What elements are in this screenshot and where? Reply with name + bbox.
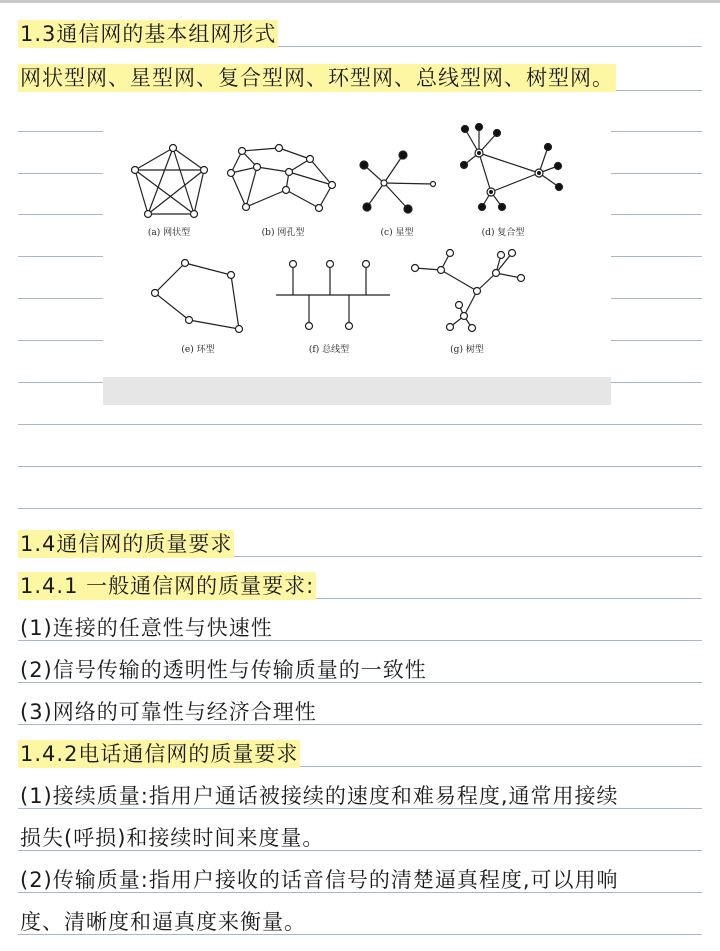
list-item-2 bbox=[18, 648, 702, 684]
topology-figure bbox=[103, 115, 611, 405]
caption-c: (c) 星型 bbox=[380, 228, 414, 238]
topology-list bbox=[18, 56, 702, 92]
caption-g: (g) 树型 bbox=[450, 345, 484, 355]
hybrid-topology bbox=[461, 124, 563, 211]
line-text: 损失(呼损)和接续时间来度量。 bbox=[20, 826, 325, 850]
ring-topology bbox=[152, 260, 243, 333]
line-text: (1)接续质量:指用户通话被接续的速度和难易程度,通常用接续 bbox=[20, 784, 619, 808]
paragraph-line bbox=[18, 858, 702, 894]
subsection-title-1-4-2 bbox=[18, 732, 702, 768]
section-title-1-4 bbox=[18, 522, 702, 558]
caption-d: (d) 复合型 bbox=[481, 228, 525, 238]
line-text: 1.4通信网的质量要求 bbox=[20, 532, 233, 556]
caption-a: (a) 网状型 bbox=[147, 228, 191, 238]
list-item-1 bbox=[18, 606, 702, 642]
mesh-topology bbox=[132, 145, 208, 218]
paragraph-line bbox=[18, 900, 702, 936]
caption-e: (e) 环型 bbox=[181, 345, 215, 355]
grid-topology bbox=[228, 145, 336, 212]
figure-bottom-shade bbox=[103, 377, 611, 405]
topology-list-text: 网状型网、星型网、复合型网、环型网、总线型网、树型网。 bbox=[20, 66, 614, 90]
line-text: 1.4.1 一般通信网的质量要求: bbox=[20, 574, 315, 598]
line-text: (2)传输质量:指用户接收的话音信号的清楚逼真程度,可以用响 bbox=[20, 868, 619, 892]
line-text: (2)信号传输的透明性与传输质量的一致性 bbox=[20, 658, 427, 682]
caption-b: (b) 网孔型 bbox=[261, 228, 305, 238]
subsection-title-1-4-1 bbox=[18, 564, 702, 600]
star-topology bbox=[360, 151, 436, 213]
topology-diagram bbox=[103, 115, 611, 377]
section-title-1-3 bbox=[18, 12, 702, 48]
line-text: 度、清晰度和逼真度来衡量。 bbox=[20, 910, 306, 934]
line-text: 1.4.2电话通信网的质量要求 bbox=[20, 742, 299, 766]
tree-topology bbox=[412, 250, 525, 332]
caption-f: (f) 总线型 bbox=[308, 345, 350, 355]
paragraph-line bbox=[18, 816, 702, 852]
bus-topology bbox=[276, 261, 390, 330]
section-title-text: 1.3通信网的基本组网形式 bbox=[20, 22, 277, 46]
list-item-3 bbox=[18, 690, 702, 726]
paragraph-line bbox=[18, 774, 702, 810]
line-text: (1)连接的任意性与快速性 bbox=[20, 616, 273, 640]
line-text: (3)网络的可靠性与经济合理性 bbox=[20, 700, 317, 724]
